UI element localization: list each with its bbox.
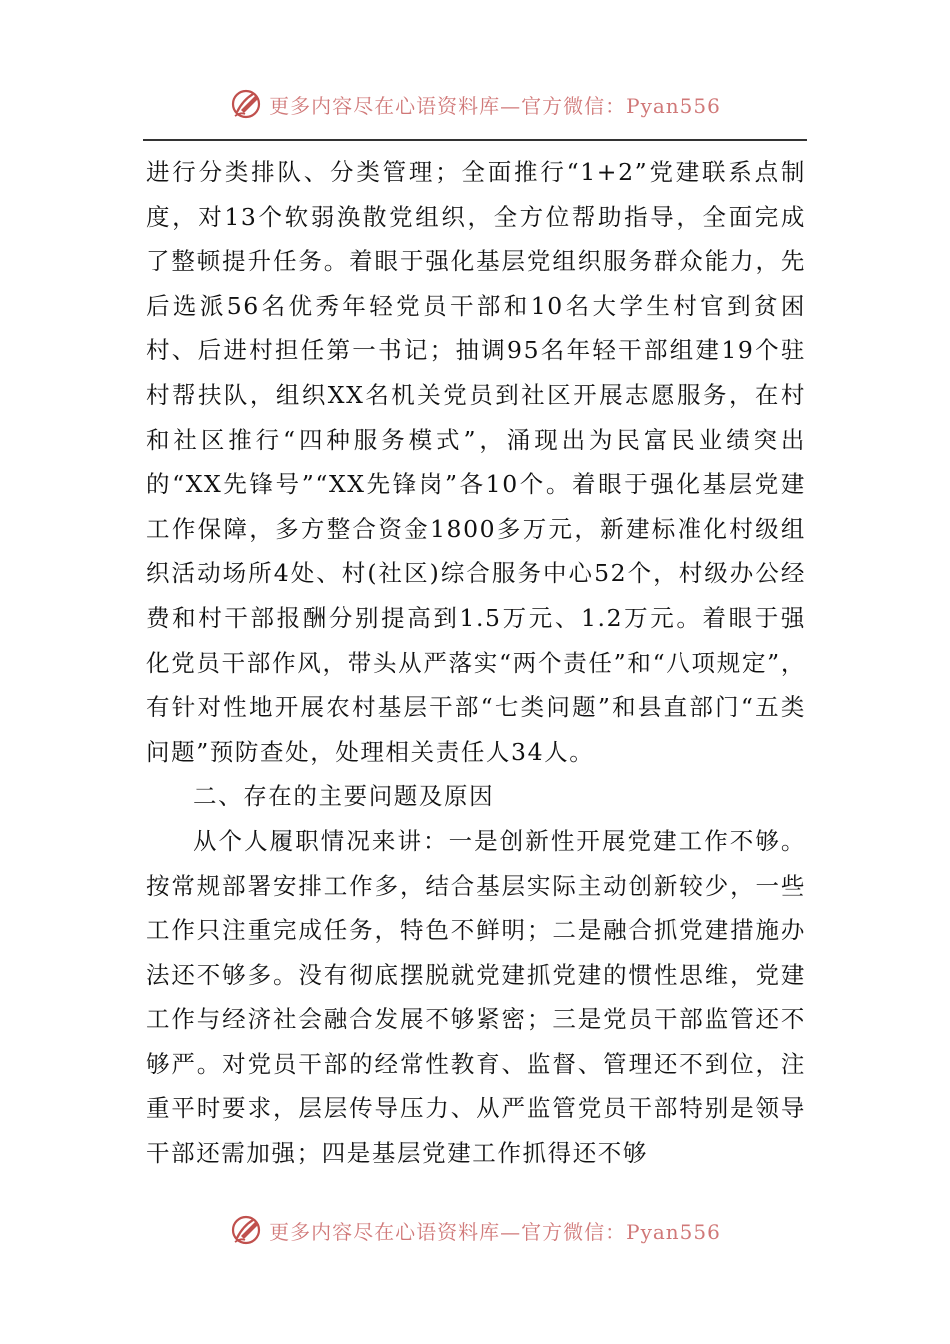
footer-banner: [0, 1208, 950, 1252]
body-paragraph: 从个人履职情况来讲：一是创新性开展党建工作不够。按常规部署安排工作多，结合基层实际主动创新较少，一些工作只注重完成任务，特色不鲜明；二是融合抓党建措施办法还不够多。没有彻底摆脱就党建抓党建的惯性思维，党建工作与经济社会融合发展不够紧密；三是党员干部监管还不够严。对党员干部的经常性教育、监督、管理还不到位，注重平时要求，层层传导压力、从严监管党员干部特别是领导干部还需加强；四是基层党建工作抓得还不够: [146, 826, 806, 1168]
pen-scroll-logo-icon: [229, 1212, 265, 1248]
header-divider: [143, 139, 807, 141]
footer-banner-text: 更多内容尽在心语资料库—官方微信：Pyan556: [269, 1219, 721, 1244]
header-banner: [0, 82, 950, 126]
section-heading: 二、存在的主要问题及原因: [193, 782, 495, 811]
header-banner-text: 更多内容尽在心语资料库—官方微信：Pyan556: [269, 93, 721, 118]
body-paragraph: 进行分类排队、分类管理；全面推行“1+2”党建联系点制度，对13个软弱涣散党组织，全方位帮助指导，全面完成了整顿提升任务。着眼于强化基层党组织服务群众能力，先后选派56名优秀年轻党员干部和10名大学生村官到贫困村、后进村担任第一书记；抽调95名年轻干部组建19个驻村帮扶队，组织XX名机关党员到社区开展志愿服务，在村和社区推行“四种服务模式”，涌现出为民富民业绩突出的“XX先锋号”“XX先锋岗”各10个。着眼于强化基层党建工作保障，多方整合资金1800多万元，新建标准化村级组织活动场所4处、村(社区)综合服务中心52个，村级办公经费和村干部报酬分别提高到1.5万元、1.2万元。着眼于强化党员干部作风，带头从严落实“两个责任”和“八项规定”，有针对性地开展农村基层干部“七类问题”和县直部门“五类问题”预防查处，处理相关责任人34人。: [146, 158, 806, 766]
pen-scroll-logo-icon: [229, 86, 265, 122]
document-body: [146, 150, 806, 1176]
